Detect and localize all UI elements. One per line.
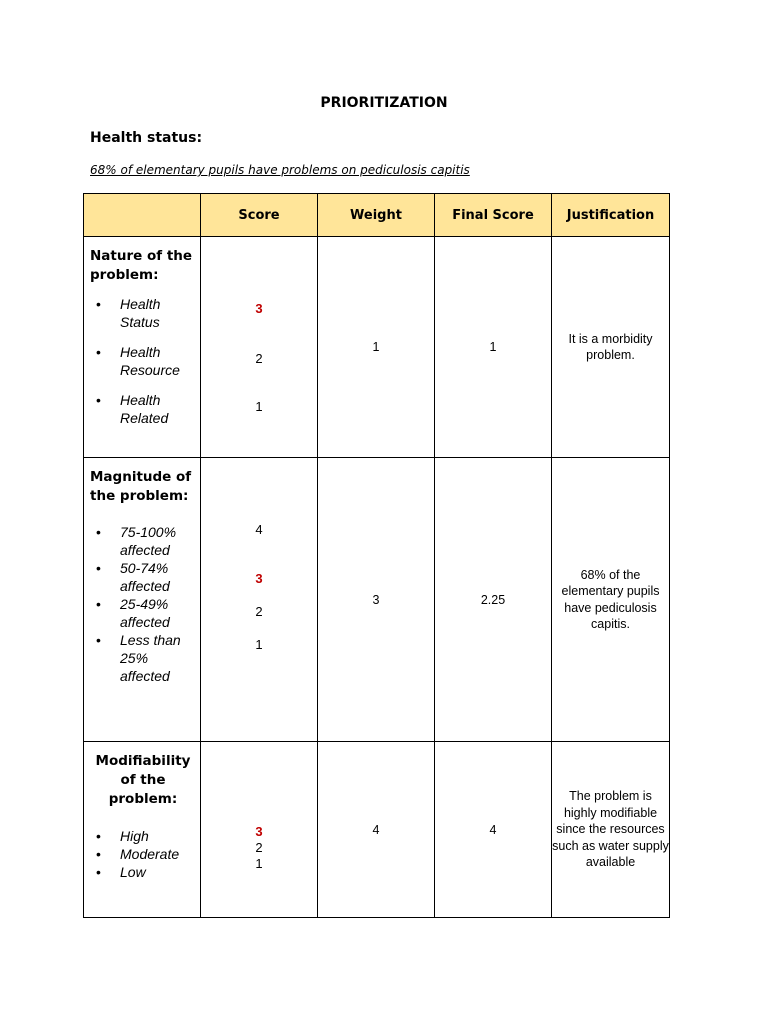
problem-statement: 68% of elementary pupils have problems on pediculosis capitis (90, 163, 470, 177)
option-item: • Less than 25% affected (90, 631, 196, 685)
table-row-magnitude (84, 458, 670, 742)
option-item: • High (90, 827, 196, 845)
option-item: • 25-49% affected (90, 595, 196, 631)
prioritization-table (83, 193, 670, 918)
options-list (90, 523, 196, 685)
justification-cell: The problem is highly modifiable since the resources such as water supply available (552, 742, 670, 918)
criterion-title: Modifiability of the problem: (95, 753, 191, 807)
final-score-cell: 1 (435, 237, 552, 458)
options-list (90, 295, 196, 427)
options-list (90, 827, 196, 881)
score-value-selected: 3 (255, 571, 263, 586)
score-value: 2 (255, 840, 263, 855)
final-score-cell: 4 (435, 742, 552, 918)
criterion-title: Nature of the problem: (90, 248, 193, 283)
criterion-title: Magnitude of the problem: (90, 469, 192, 504)
header-final-score: Final Score (435, 194, 552, 237)
justification-cell: It is a morbidity problem. (552, 237, 670, 458)
table-row-nature (84, 237, 670, 458)
score-value: 1 (255, 399, 263, 414)
weight-cell: 3 (318, 458, 435, 742)
option-item: • 75-100% affected (90, 523, 196, 559)
criterion-cell (84, 742, 201, 918)
justification-cell: 68% of the elementary pupils have pediculosis capitis. (552, 458, 670, 742)
header-criterion (84, 194, 201, 237)
score-value: 4 (255, 522, 263, 537)
weight-cell: 4 (318, 742, 435, 918)
option-item: • 50-74% affected (90, 559, 196, 595)
header-score: Score (201, 194, 318, 237)
header-justification: Justification (552, 194, 670, 237)
score-cell (201, 742, 318, 918)
weight-cell: 1 (318, 237, 435, 458)
score-cell (201, 458, 318, 742)
score-value-selected: 3 (255, 301, 263, 316)
table-row-modifiability (84, 742, 670, 918)
score-value: 1 (255, 637, 263, 652)
score-value: 2 (255, 351, 263, 366)
option-item: • Health Related (90, 391, 196, 427)
final-score-cell: 2.25 (435, 458, 552, 742)
option-item: • Health Status (90, 295, 196, 331)
page-title: PRIORITIZATION (320, 95, 448, 111)
score-value-selected: 3 (255, 824, 263, 839)
option-item: • Low (90, 863, 196, 881)
option-item: • Moderate (90, 845, 196, 863)
criterion-cell (84, 458, 201, 742)
option-item: • Health Resource (90, 343, 196, 379)
header-weight: Weight (318, 194, 435, 237)
criterion-cell (84, 237, 201, 458)
score-value: 1 (255, 856, 263, 871)
score-value: 2 (255, 604, 263, 619)
table-header-row (84, 194, 670, 237)
score-cell (201, 237, 318, 458)
section-label: Health status: (90, 130, 203, 146)
